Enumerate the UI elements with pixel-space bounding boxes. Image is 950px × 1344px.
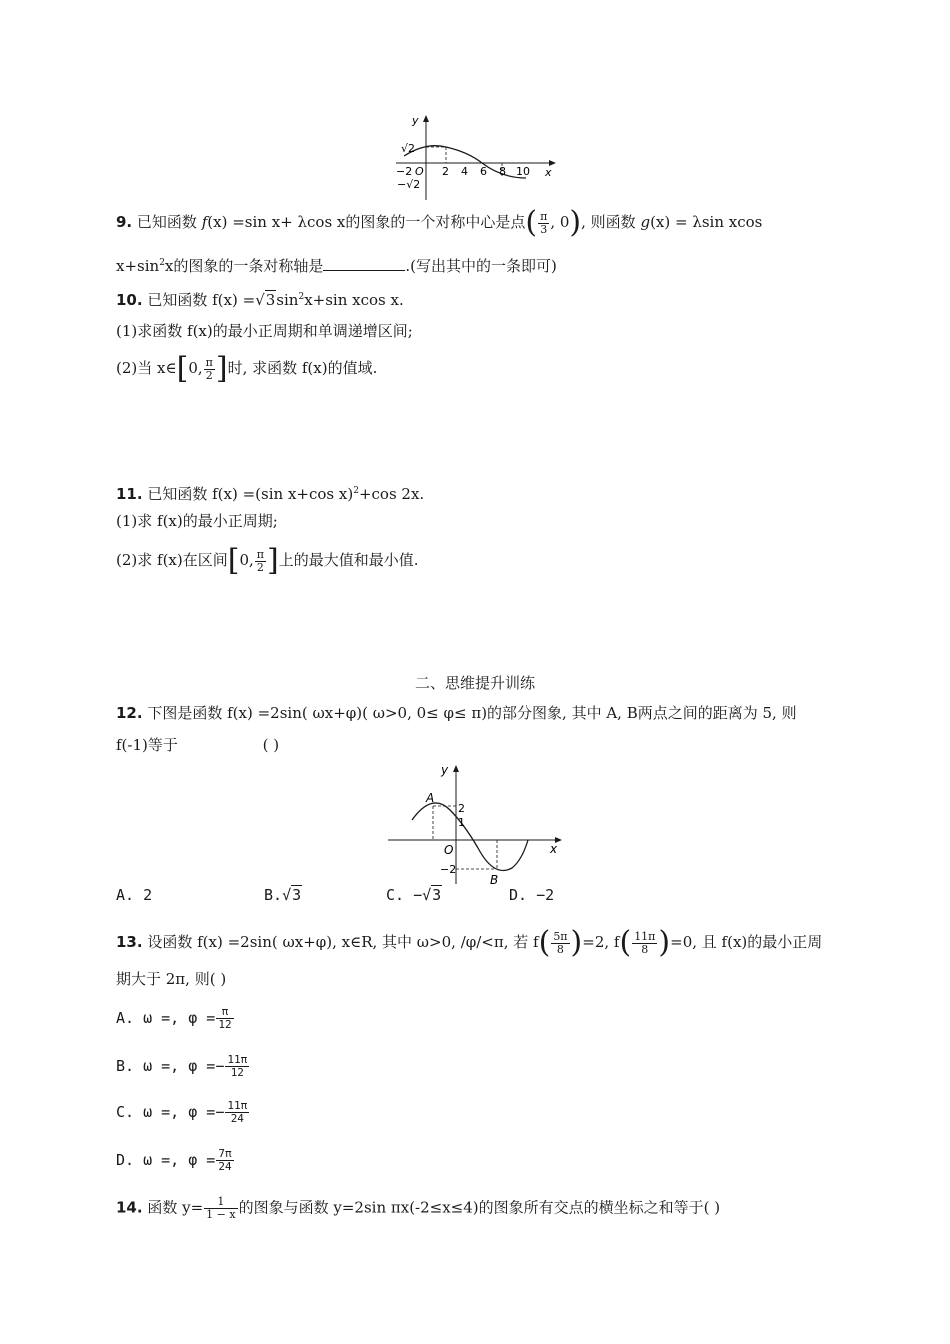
left-paren-glyph: ( [538,925,551,960]
q14-frac-den: 1 − x [206,1208,236,1221]
q13-d-pre: D. ω =, φ = [116,1151,216,1169]
q11-number: 11. [116,485,143,503]
q9-sup: 2 [159,258,165,268]
x-axis-label: x [545,166,552,179]
y-tick-sqrt2: √2 [401,142,416,155]
q13-frac1-den: 8 [556,942,564,956]
q13-text-a: 设函数 f(x) =2sin( ωx+φ), x∈R, 其中 ω>0, /φ/<π, 若 f [147,933,539,951]
q10-text-c: sin [276,291,299,309]
q10-rad: 3 [265,291,276,309]
q12-option-c[interactable] [386,886,442,904]
q10-part2 [116,351,378,386]
left-bracket-glyph: [ [176,351,189,386]
q13-b-pre: B. ω =, φ =− [116,1057,225,1075]
q9-answer-blank[interactable] [323,256,405,271]
q9-text-c: (x) =sin x+ λcos x的图象的一个对称中心是点 [207,213,526,231]
q10-frac [204,357,215,382]
q11-part1: (1)求 f(x)的最小正周期; [116,512,278,530]
q13-c-pre: C. ω =, φ =− [116,1103,225,1121]
figure-sine-graph-1 [390,112,570,204]
q13-line1 [116,925,823,960]
q12-text2: f(-1)等于 [116,736,178,754]
q13-d-den: 24 [218,1160,232,1173]
q11-text-a: 已知函数 f(x) =(sin x+cos x) [147,485,354,503]
x-tick-4: 4 [461,165,468,178]
q13-a-frac [216,1006,233,1031]
q9-frac-den: 3 [540,222,548,236]
section-title: 二、思维提升训练 [414,674,535,692]
q9-line2 [116,252,557,277]
q10-p2b: 0, [188,359,203,377]
q13-c-frac [225,1100,249,1125]
q9-text-l2a: x+sin [116,257,160,275]
q9-text-l2d: .(写出其中的一条即可) [405,257,557,275]
q11-frac [255,549,266,574]
q9-frac [538,211,549,236]
q11-p2a: (2)求 f(x)在区间 [116,551,228,569]
sqrt-glyph: √ [282,886,292,904]
q12-text: 下图是函数 f(x) =2sin( ωx+φ)( ω>0, 0≤ φ≤ π)的部分图象, 其中 A, B两点之间的距离为 5, 则 [147,704,797,722]
right-bracket-glyph: ] [267,543,279,578]
q9-text-g: , 则函数 [581,213,636,231]
q14-line1 [116,1196,720,1221]
right-paren-glyph: ) [658,925,671,960]
left-paren-glyph: ( [619,925,632,960]
y-tick-2: 2 [458,802,465,815]
q13-frac2-num: 11π [634,929,656,943]
q12-option-b[interactable] [264,886,302,904]
q13-option-b[interactable] [116,1054,250,1079]
q10-p2e: 时, 求函数 f(x)的值域. [227,359,378,377]
q11-p2e: 上的最大值和最小值. [278,551,419,569]
q13-d-num: 7π [218,1147,232,1160]
q13-text-c: =0, 且 f(x)的最小正周 [670,933,823,951]
x-tick-2: 2 [442,165,449,178]
q14-text-a: 函数 y= [147,1198,204,1217]
q10-p2a: (2)当 x∈ [116,359,177,377]
q12-opt-c-rad: 3 [432,886,442,904]
origin-label: O [415,165,424,178]
q13-line2: 期大于 2π, 则( ) [116,970,227,988]
q13-frac2 [632,931,657,956]
q10-part1: (1)求函数 f(x)的最小正周期和单调递增区间; [116,322,413,340]
q12-line1 [116,702,797,724]
q12-opt-b-rad: 3 [292,886,302,904]
x-tick-6: 6 [480,165,487,178]
y-axis-label: y [412,114,419,127]
q11-text-c: +cos 2x. [358,485,425,503]
figure-sine-graph-2 [384,762,574,886]
left-paren-glyph: ( [525,205,538,240]
q12-answer-paren[interactable]: ( ) [262,736,280,754]
point-b-label: B [490,873,499,886]
q13-number: 13. [116,933,143,951]
left-bracket-glyph: [ [227,543,240,578]
q14-number: 14. [116,1198,143,1217]
x-axis-label: x [550,842,558,856]
q10-frac-num: π [205,355,213,369]
q11-line1 [116,480,424,505]
q12-option-d[interactable]: D. −2 [509,886,555,904]
y-tick-neg2: −2 [440,863,457,876]
q13-c-den: 24 [230,1112,244,1125]
q9-text-l2c: x的图象的一条对称轴是 [164,257,324,275]
q9-text-a: 已知函数 [136,213,197,231]
x-tick-10: 10 [516,165,530,178]
q9-f: f [201,213,208,231]
q12-option-a[interactable]: A. 2 [116,886,153,904]
q9-text-i: (x) = λsin xcos [650,213,763,231]
q14-text-b: 的图象与函数 y=2sin πx(-2≤x≤4)的图象所有交点的横坐标之和等于( ) [238,1198,721,1217]
q13-b-num: 11π [227,1053,248,1066]
q13-a-num: π [216,1006,233,1019]
q13-frac2-den: 8 [641,942,649,956]
q13-text-b: =2, f [582,933,620,951]
q11-sup: 2 [353,486,359,496]
q13-option-a[interactable] [116,1006,235,1031]
q12-opt-b-pre: B. [264,886,283,904]
q14-frac-num: 1 [204,1196,237,1209]
q11-p2b: 0, [239,551,254,569]
q13-d-frac [216,1148,233,1173]
y-axis-label: y [441,763,449,777]
sqrt-glyph: √ [255,291,265,309]
q13-a-den: 12 [218,1018,232,1031]
q9-number: 9. [116,213,133,231]
q10-text-a: 已知函数 f(x) = [147,291,256,309]
q13-b-den: 12 [230,1066,244,1079]
y-tick-neg-sqrt2: −√2 [397,178,421,191]
q12-number: 12. [116,704,143,722]
q13-frac1 [551,931,569,956]
q13-frac1-num: 5π [553,929,568,943]
q10-sup: 2 [298,292,305,302]
q13-a-pre: A. ω =, φ = [116,1009,216,1027]
q9-frac-num: π [540,209,548,223]
q13-option-c[interactable] [116,1100,250,1125]
q10-line1 [116,286,404,311]
q13-c-num: 11π [227,1099,248,1112]
q10-number: 10. [116,291,143,309]
q10-frac-den: 2 [205,368,213,382]
point-a-label: A [426,791,435,805]
right-paren-glyph: ) [570,925,583,960]
q11-frac-den: 2 [256,560,264,574]
origin-label: O [444,843,454,857]
x-tick-neg2: −2 [396,165,413,178]
q13-b-frac [225,1054,249,1079]
sqrt-glyph: √ [422,886,432,904]
x-tick-8: 8 [499,165,506,178]
q9-g: g [640,213,651,231]
y-tick-1: 1 [458,816,465,829]
right-bracket-glyph: ] [215,351,228,386]
q11-part2 [116,543,419,578]
q14-frac [204,1196,237,1221]
q11-frac-num: π [256,547,264,561]
q12-opt-c-pre: C. − [386,886,423,904]
q12-line2 [116,734,279,756]
q10-text-e: x+sin xcos x. [304,291,404,309]
q9-line1 [116,205,763,240]
q13-option-d[interactable] [116,1148,235,1173]
right-paren-glyph: ) [569,205,582,240]
q9-text-f: , 0 [550,213,570,231]
